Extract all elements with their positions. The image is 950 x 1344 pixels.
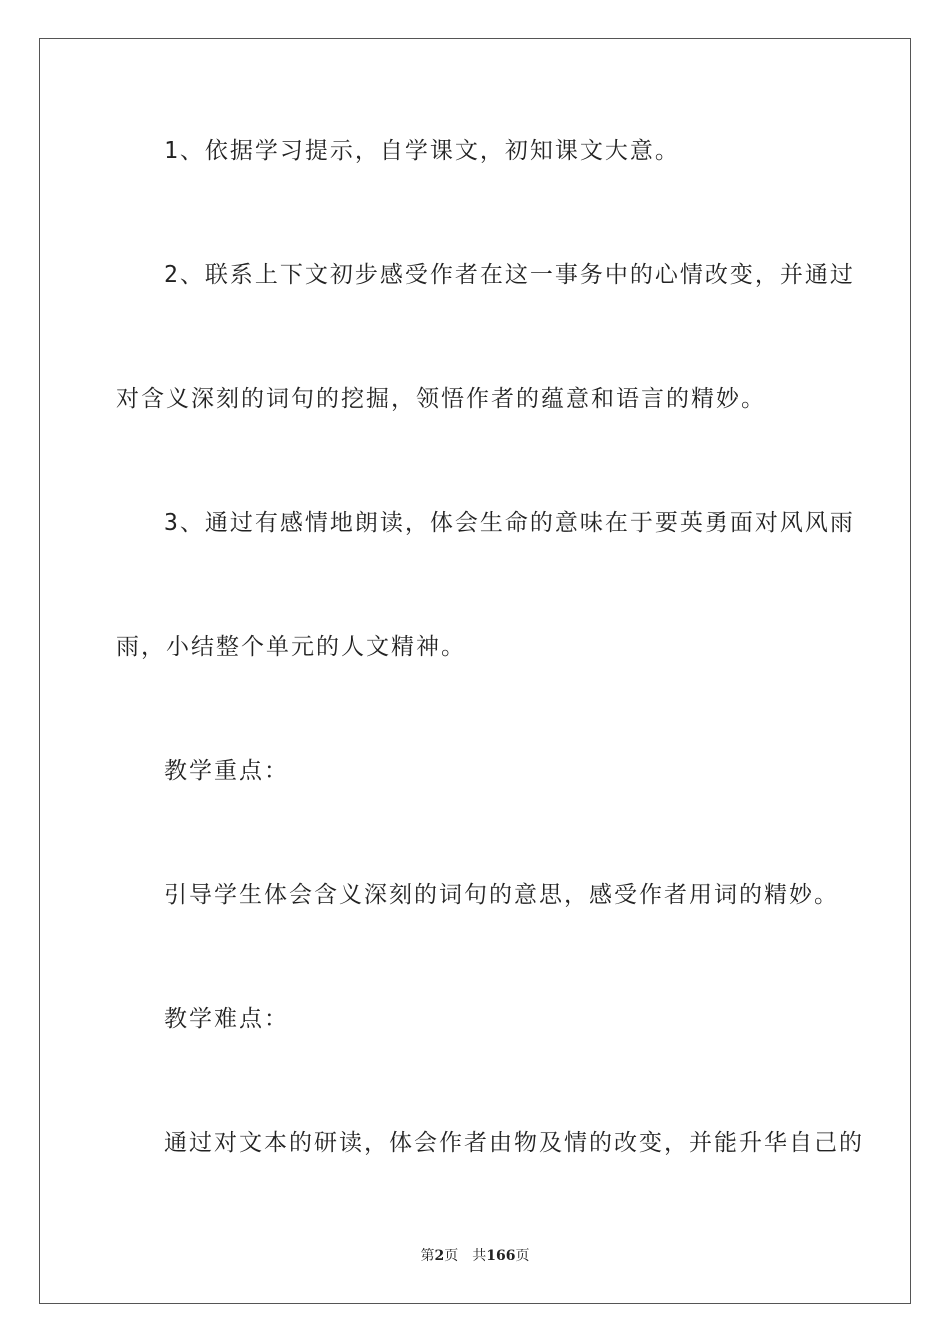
page-number: 2 [434,1248,445,1264]
goal-1-line: 1、依据学习提示，自学课文，初知课文大意。 [164,138,680,164]
total-suffix: 页 [515,1248,530,1264]
page-frame [39,38,911,1304]
goal-2-line-2: 对含义深刻的词句的挖掘，领悟作者的蕴意和语言的精妙。 [116,386,766,412]
page-suffix: 页 [444,1248,459,1264]
page-footer [0,1246,950,1266]
difficulties-text: 通过对文本的研读，体会作者由物及情的改变，并能升华自己的 [164,1130,864,1156]
key-points-heading: 教学重点： [164,758,289,784]
goal-2-line-1: 2、联系上下文初步感受作者在这一事务中的心情改变，并通过 [164,262,855,288]
goal-3-line-2: 雨，小结整个单元的人文精神。 [116,634,466,660]
difficulties-heading: 教学难点： [164,1006,289,1032]
page-prefix: 第 [420,1248,435,1264]
key-points-text: 引导学生体会含义深刻的词句的意思，感受作者用词的精妙。 [164,882,839,908]
total-prefix: 共 [472,1248,487,1264]
goal-3-line-1: 3、通过有感情地朗读，体会生命的意味在于要英勇面对风风雨 [164,510,855,536]
total-pages: 166 [486,1248,516,1264]
